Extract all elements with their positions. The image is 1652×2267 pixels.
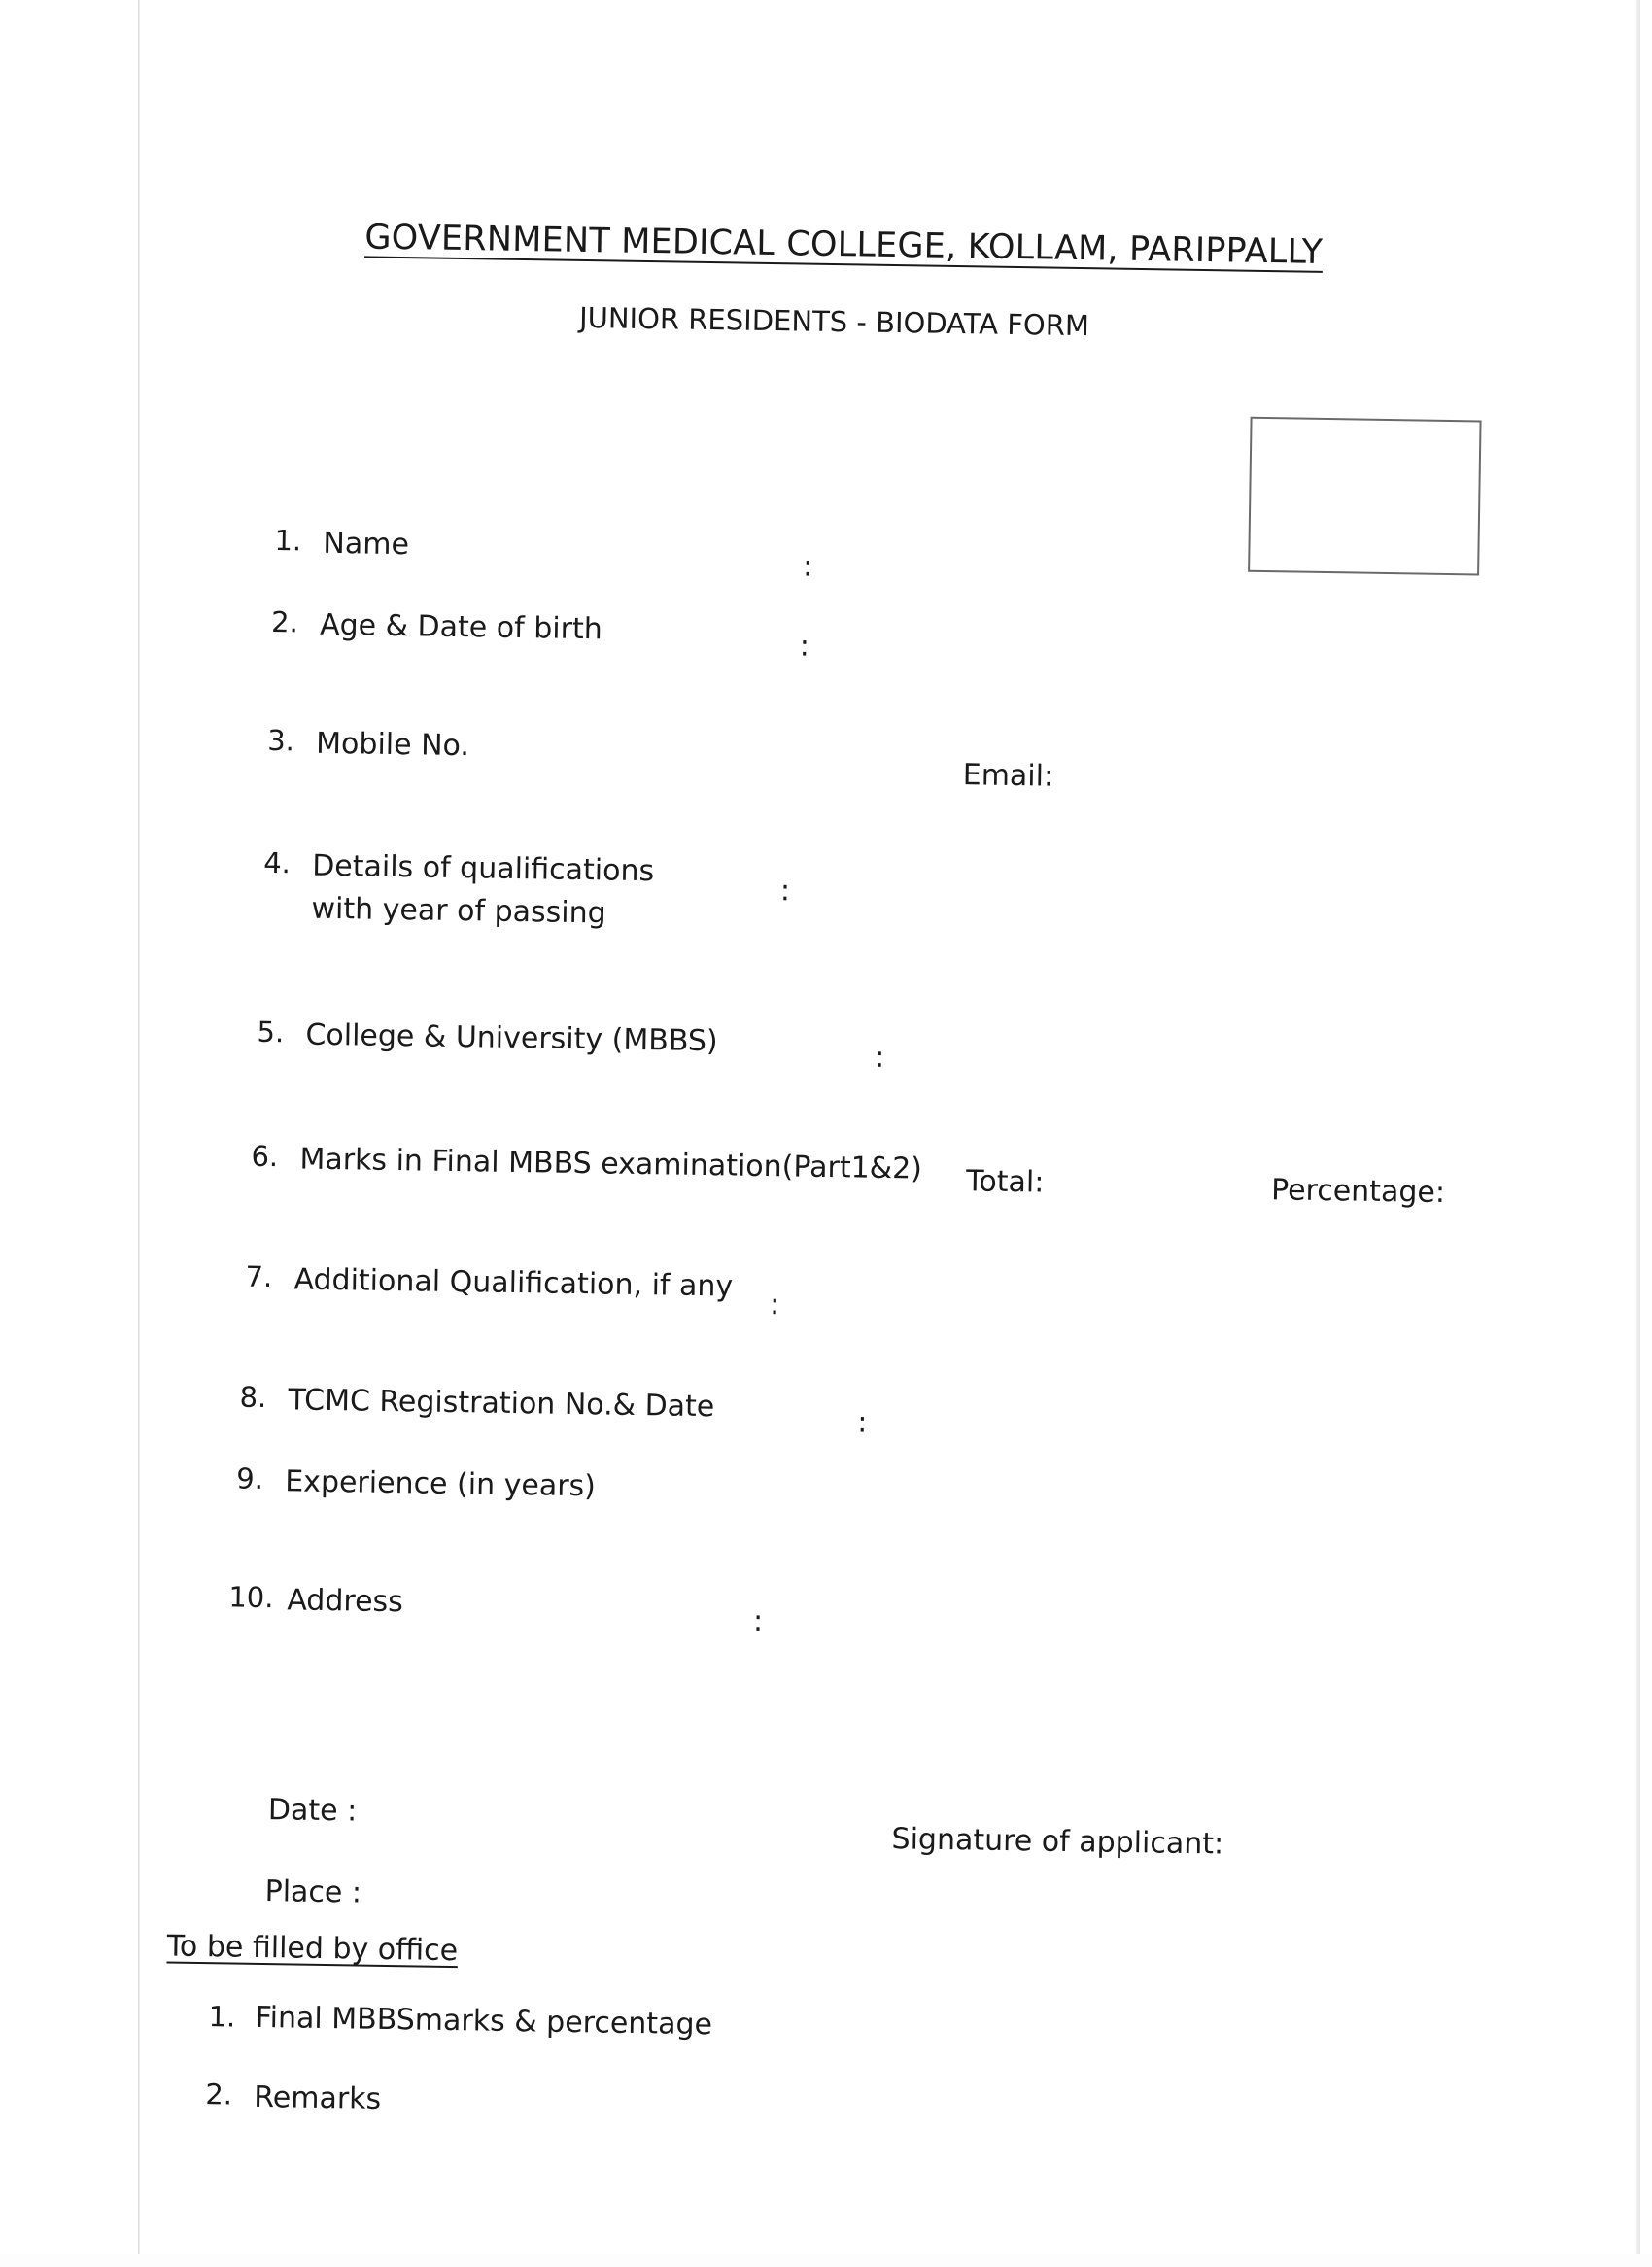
field-colon-name: :: [802, 549, 813, 584]
field-number-qualifications: 4.: [262, 845, 292, 880]
field-label-total: Total:: [965, 1164, 1045, 1200]
field-number-age: 2.: [270, 604, 299, 639]
office-label-marks: Final MBBSmarks & percentage: [255, 2000, 713, 2043]
photo-box: [1248, 417, 1481, 576]
office-heading: To be filled by office: [166, 1929, 459, 1969]
field-label-tcmc: TCMC Registration No.& Date: [288, 1383, 715, 1425]
field-label-additional: Additional Qualification, if any: [293, 1262, 734, 1304]
field-number-name: 1.: [274, 524, 302, 558]
field-label-college: College & University (MBBS): [305, 1017, 718, 1059]
field-label-email: Email:: [962, 758, 1054, 794]
office-number-1: 1.: [208, 2000, 236, 2034]
field-colon-address: :: [752, 1603, 764, 1639]
field-label-qualifications-line2: with year of passing: [311, 891, 606, 931]
field-number-additional: 7.: [245, 1259, 273, 1294]
field-label-qualifications-line1: Details of qualifications: [311, 848, 655, 889]
place-label: Place :: [264, 1874, 362, 1910]
date-label: Date :: [267, 1793, 358, 1829]
office-label-remarks: Remarks: [254, 2079, 382, 2116]
form-title: GOVERNMENT MEDICAL COLLEGE, KOLLAM, PARIPPALLY: [364, 218, 1324, 272]
form-subtitle: JUNIOR RESIDENTS - BIODATA FORM: [578, 300, 1090, 343]
field-colon-qualifications: :: [779, 874, 791, 909]
field-colon-additional: :: [769, 1288, 780, 1322]
field-number-marks: 6.: [251, 1139, 279, 1174]
field-number-address: 10.: [228, 1580, 274, 1615]
field-number-experience: 9.: [236, 1461, 264, 1495]
field-label-name: Name: [323, 526, 410, 563]
field-number-mobile: 3.: [266, 723, 295, 758]
office-number-2: 2.: [205, 2078, 233, 2112]
field-colon-tcmc: :: [857, 1405, 868, 1440]
field-label-age: Age & Date of birth: [319, 607, 603, 647]
field-label-percentage: Percentage:: [1270, 1173, 1446, 1211]
field-label-mobile: Mobile No.: [315, 726, 470, 764]
field-number-tcmc: 8.: [239, 1380, 267, 1414]
field-colon-college: :: [874, 1040, 885, 1075]
field-colon-age: :: [799, 629, 810, 664]
field-label-experience: Experience (in years): [284, 1464, 597, 1504]
field-label-marks: Marks in Final MBBS examination(Part1&2): [299, 1142, 923, 1186]
signature-label: Signature of applicant:: [891, 1822, 1224, 1862]
field-label-address: Address: [287, 1583, 404, 1620]
field-number-college: 5.: [257, 1014, 285, 1049]
